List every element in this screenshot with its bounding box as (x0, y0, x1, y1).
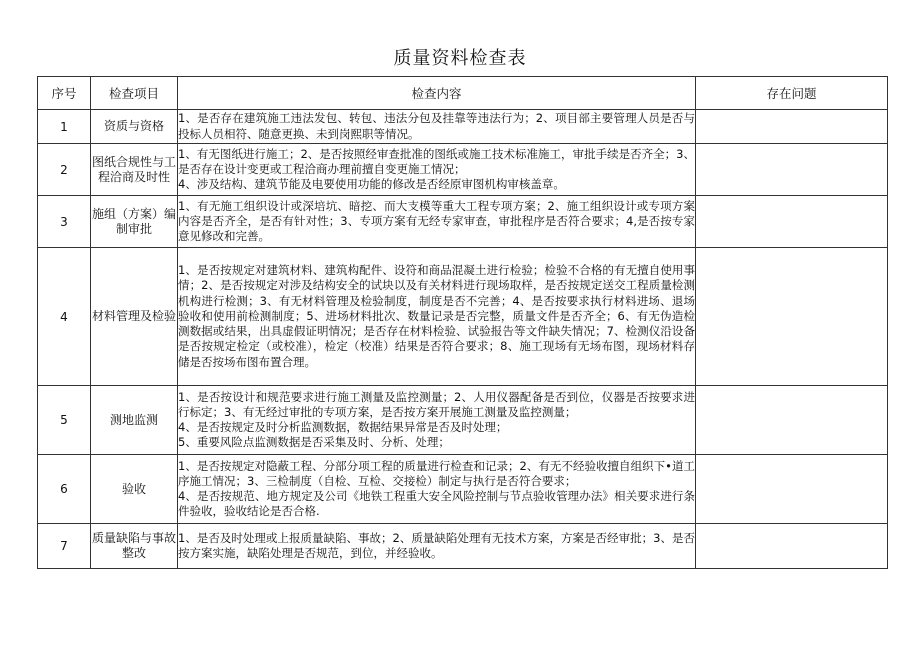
content-line: 1、是否按设计和规范要求进行施工测量及监控测量；2、人用仪器配备是否到位，仪器是否按要求进行标定；3、有无经过审批的专项方案，是否按方案开展施工测量及监控测量； (178, 389, 695, 419)
content-line: 5、重要风险点监测数据是否采集及时、分析、处理； (178, 435, 450, 450)
row-index: 7 (38, 524, 91, 569)
content-line: 1、是否及时处理或上报质量缺陷、事故；2、质量缺陷处理有无技术方案，方案是否经审批；3、是否按方案实施，缺陷处理是否规范，到位，并经验收。 (178, 530, 695, 560)
issue-cell[interactable] (696, 196, 888, 248)
row-index: 2 (38, 144, 91, 196)
row-content (178, 248, 696, 386)
table-row (38, 110, 888, 144)
header-content: 检查内容 (178, 77, 696, 110)
header-index: 序号 (38, 77, 91, 110)
table-row (38, 386, 888, 455)
issue-cell[interactable] (696, 524, 888, 569)
row-item: 施组（方案）编制审批 (91, 196, 178, 248)
row-item: 质量缺陷与事故整改 (91, 524, 178, 569)
quality-check-table (37, 76, 888, 569)
content-line: 1、有无施工组织设计或深培坑、暗挖、而大支模等重大工程专项方案；2、施工组织设计或专项方案内容是否齐全，是否有针对性；3、专项方案有无经专家审查，审批程序是否符合要求；4,是否按专家意见修改和完善。 (178, 198, 695, 244)
table-row (38, 144, 888, 196)
row-index: 3 (38, 196, 91, 248)
row-content (178, 196, 696, 248)
row-index: 6 (38, 455, 91, 524)
content-line: 4、是否按规范、地方规定及公司《地铁工程重大安全风险控制与节点验收管理办法》相关要求进行条件验收，验收结论是否合格. (178, 489, 695, 519)
row-index: 1 (38, 110, 91, 144)
content-line: 1、有无图纸进行施工；2、是否按照经审查批准的图纸或施工技术标准施工，审批手续是否齐全；3、是否存在设计变更或工程洽商办理前擅自变更施工情况； (178, 146, 695, 176)
issue-cell[interactable] (696, 386, 888, 455)
content-line: 1、是否存在建筑施工违法发包、转包、违法分包及挂靠等违法行为；2、项目部主要管理人员是否与投标人员相符、随意更换、未到岗熙职等情况。 (178, 111, 695, 141)
header-issues: 存在问题 (696, 77, 888, 110)
table-row (38, 524, 888, 569)
table-row (38, 455, 888, 524)
row-content (178, 144, 696, 196)
content-line: 4、涉及结构、建筑节能及电要使用功能的修改是否经原审图机构审核盖章。 (178, 177, 565, 192)
row-item: 材料管理及检验 (91, 248, 178, 386)
row-index: 4 (38, 248, 91, 386)
row-item: 图纸合规性与工程洽商及时性 (91, 144, 178, 196)
table-row (38, 196, 888, 248)
content-line: 1、是否按规定对建筑材料、建筑构配件、设符和商品混凝土进行检验；检验不合格的有无擅自使用事情；2、是否按规定对涉及结构安全的试块以及有关材料进行现场取样，是否按规定送交工程质量检测机构进行检测；3、有无材料管理及检验制度，制度是否不完善；4、是否按要求执行材料进场、退场验收和使用前检测制度；5、进场材料批次、数量记录是否完整，质量文件是否齐全；6、有无伪造检测数据或结果，出具虚假证明情况；是否存在材料检验、试验报告等文件缺失情况；7、检测仪沿设备是否按规定检定（或校准），检定（校准）结果是否符合要求；8、施工现场有无场布图，现场材料存储是否按场布图布置合理。 (178, 263, 695, 369)
row-index: 5 (38, 386, 91, 455)
content-line: 4、是否按规定及时分析监测数据，数据结果异常是否及时处理； (178, 420, 508, 434)
table-row (38, 248, 888, 386)
row-item: 验收 (91, 455, 178, 524)
issue-cell[interactable] (696, 144, 888, 196)
content-line: 1、是否按规定对隐蔽工程、分部分项工程的质量进行检查和记录；2、有无不经验收擅自组织下•道工序施工情况；3、三检制度（自检、互检、交接检）制定与执行是否符合要求； (178, 458, 695, 488)
row-item: 资质与资格 (91, 110, 178, 144)
issue-cell[interactable] (696, 455, 888, 524)
row-item: 测地监测 (91, 386, 178, 455)
row-content (178, 386, 696, 455)
page-title: 质量资料检查表 (393, 48, 527, 69)
row-content (178, 110, 696, 144)
issue-cell[interactable] (696, 110, 888, 144)
row-content (178, 455, 696, 524)
header-row (38, 77, 888, 110)
row-content (178, 524, 696, 569)
header-item: 检查项目 (91, 77, 178, 110)
issue-cell[interactable] (696, 248, 888, 386)
